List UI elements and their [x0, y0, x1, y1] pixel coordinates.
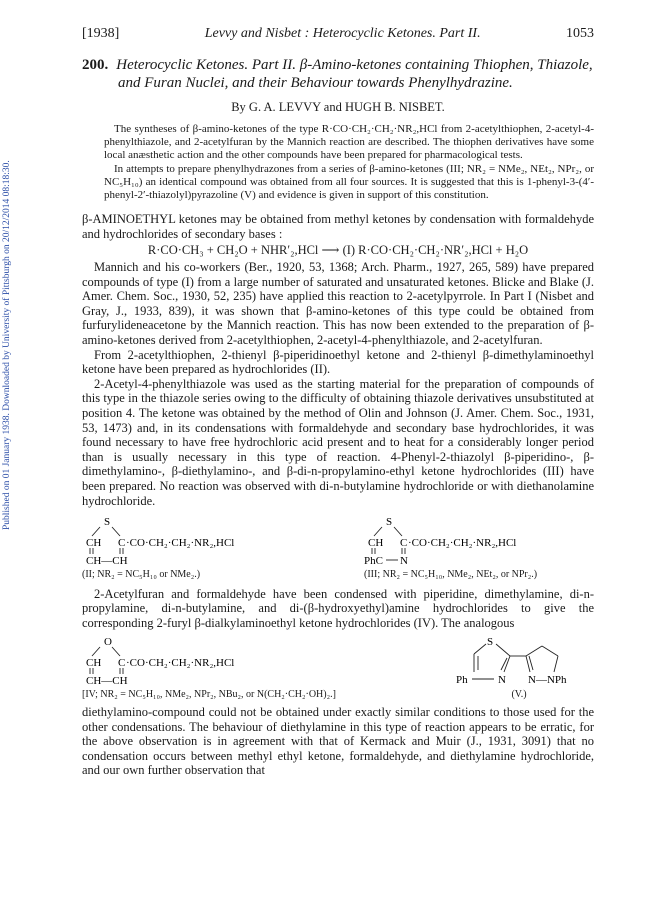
page-number: 1053: [565, 26, 594, 41]
paragraph-2: Mannich and his co-workers (Ber., 1920, 53, 1368; Arch. Pharm., 1927, 265, 589) have prepared compounds of type (I) from a large number of saturated and unsaturated ketones. Blicke and Blake (J. Amer. Chem. Soc., 1930, 52, 235) have applied this reaction to 2-acetylpyrrole. In Part I (Nisbet and Gray, J., 1933, 839), it was shown that β-amino-ketones of this type could be obtained from furfurylideneacetone by the Mannich reaction. This has now been extended to the preparation of β-amino-ketones derived from 2-acetylthiophen, 2-acetyl-4-phenylthiazole, and 2-acetylfuran.: [82, 260, 594, 347]
structure-row-2: [82, 634, 594, 703]
structure-III: [364, 514, 594, 583]
ring-ch: CH: [368, 537, 384, 550]
atom-n: N: [498, 674, 506, 687]
paragraph-1: β-AMINOETHYL ketones may be obtained from methyl ketones by condensation with formaldehyde and hydrochlorides of secondary bases :: [82, 212, 594, 241]
running-title: Levvy and Nisbet : Heterocyclic Ketones. Part II.: [204, 26, 481, 41]
article-number: 200.: [82, 57, 109, 73]
structure-IV: [82, 634, 336, 703]
substituent: ·CO·CH₂·CH₂·NR₂,HCl: [408, 537, 517, 550]
abstract-paragraph-1: The syntheses of β-amino-ketones of the type R·CO·CH₂·CH₂·NR₂,HCl from 2-acetylthiophen, 2-acetyl-4-phenylthiazole, and 2-acetylfuran by the Mannich reaction are described. The thiophen derivatives have some local anæsthetic action and the other compounds have been prepared for pharmacological tests.: [104, 123, 594, 162]
pyrazoline-diagram: [444, 634, 594, 688]
paragraph-6: diethylamino-compound could not be obtained under exactly similar conditions to those used for the other condensations. The behaviour of diethylamine in this type of reaction appears to be erratic, for the above observation is in agreement with that of Kermack and Muir (J., 1931, 3091) that no condensation occurs between methyl ethyl ketone, formaldehyde, and diethylamine hydrochloride, and our own further observation that: [82, 705, 594, 778]
ring-ch: CH: [86, 657, 102, 670]
mannich-equation: R·CO·CH₃ + CH₂O + NHR′₂,HCl ⟶ (I) R·CO·CH₂·CH₂·NR′₂,HCl + H₂O: [147, 243, 529, 258]
ring-bottom: CH—CH: [86, 555, 128, 568]
year: [1938]: [82, 26, 120, 41]
paragraph-5: 2-Acetylfuran and formaldehyde have been condensed with piperidine, dimethylamine, di-n-propylamine, di-n-butylamine, and di-(β-hydroxyethyl)amine hydrochlorides to give the corresponding 2-furyl β-dialkylaminoethyl ketone hydrochlorides (IV). The analogous: [82, 586, 594, 630]
structure-row-1: [82, 514, 594, 583]
page: [82, 26, 594, 778]
ring-c: C: [400, 537, 408, 550]
ring-atom-s: S: [104, 516, 111, 529]
ring-bottom: CH—CH: [86, 675, 128, 688]
article-title-text: Heterocyclic Ketones. Part II. β-Amino-ketones containing Thiophen, Thiazole, and Furan Nuclei, and their Behaviour towards Phenylhydrazine.: [116, 57, 593, 91]
body-text: [82, 212, 594, 778]
caption-IV: [IV; NR₂ = NC₅H₁₀, NMe₂, NPr₂, NBu₂, or N(CH₂·CH₂·OH)₂.]: [82, 689, 336, 701]
paragraph-3: From 2-acetylthiophen, 2-thienyl β-piperidinoethyl ketone and 2-thienyl β-dimethylaminoethyl ketone have been prepared as hydrochlorides (II).: [82, 347, 594, 377]
ring-atom-o: O: [104, 636, 112, 649]
paragraph-4: 2-Acetyl-4-phenylthiazole was used as the starting material for the preparation of compounds of this type in the thiazole series owing to the difficulty of obtaining thiazole derivatives unsubstituted at position 4. The ketone was obtained by the method of Olin and Johnson (J. Amer. Chem. Soc., 1931, 53, 1473) and, in its condensations with formaldehyde and secondary base hydrochlorides, it was found necessary to have free hydrochloric acid present and to heat for a considerably longer period than is usually necessary in this type of reaction. 4-Phenyl-2-thiazolyl β-piperidino-, β-dimethylamino-, β-diethylamino-, and β-di-n-propylamino-ethyl ketone hydrochlorides (III) have been prepared. No reaction was observed with di-n-butylamine hydrochloride or with diethanolamine hydrochloride.: [82, 376, 594, 508]
substituent: ·CO·CH₂·CH₂·NR₂,HCl: [126, 657, 235, 670]
ring-n: N: [400, 555, 408, 568]
structure-V: [444, 634, 594, 703]
thiophen-ring-diagram: [82, 514, 312, 568]
furan-ring-diagram: [82, 634, 312, 688]
ring-ch: CH: [86, 537, 102, 550]
ring-c: C: [118, 537, 126, 550]
caption-III: (III; NR₂ = NC₅H₁₀, NMe₂, NEt₂, or NPr₂.): [364, 569, 538, 581]
substituent: ·CO·CH₂·CH₂·NR₂,HCl: [126, 537, 235, 550]
abstract: [104, 123, 594, 202]
caption-V: (V.): [511, 689, 527, 701]
publication-stamp[interactable]: Published on 01 January 1938. Downloaded by University of Pittsburgh on 20/12/2014 08:18:30.: [2, 160, 12, 530]
running-head: [82, 26, 594, 42]
thiazole-ring-diagram: [364, 514, 594, 568]
atom-s: S: [487, 636, 494, 649]
caption-II: (II; NR₂ = NC₅H₁₀ or NMe₂.): [82, 569, 201, 581]
ring-c: C: [118, 657, 126, 670]
ring-atom-s: S: [386, 516, 393, 529]
article-title: [82, 56, 594, 92]
ring-phc: PhC: [364, 555, 383, 568]
abstract-paragraph-2: In attempts to prepare phenylhydrazones from a series of β-amino-ketones (III; NR₂ = NMe₂, NEt₂, NPr₂, or NC₅H₁₀) an identical compound was obtained from all four sources. It is suggested that this is 1-phenyl-3-(4′-phenyl-2′-thiazolyl)pyrazoline (V) and evidence is given in support of this constitution.: [104, 162, 594, 202]
atom-ph: Ph: [456, 674, 468, 687]
atom-n-nph: N—NPh: [528, 674, 567, 687]
structure-II: [82, 514, 312, 583]
authors: By G. A. LEVVY and HUGH B. NISBET.: [231, 100, 445, 114]
